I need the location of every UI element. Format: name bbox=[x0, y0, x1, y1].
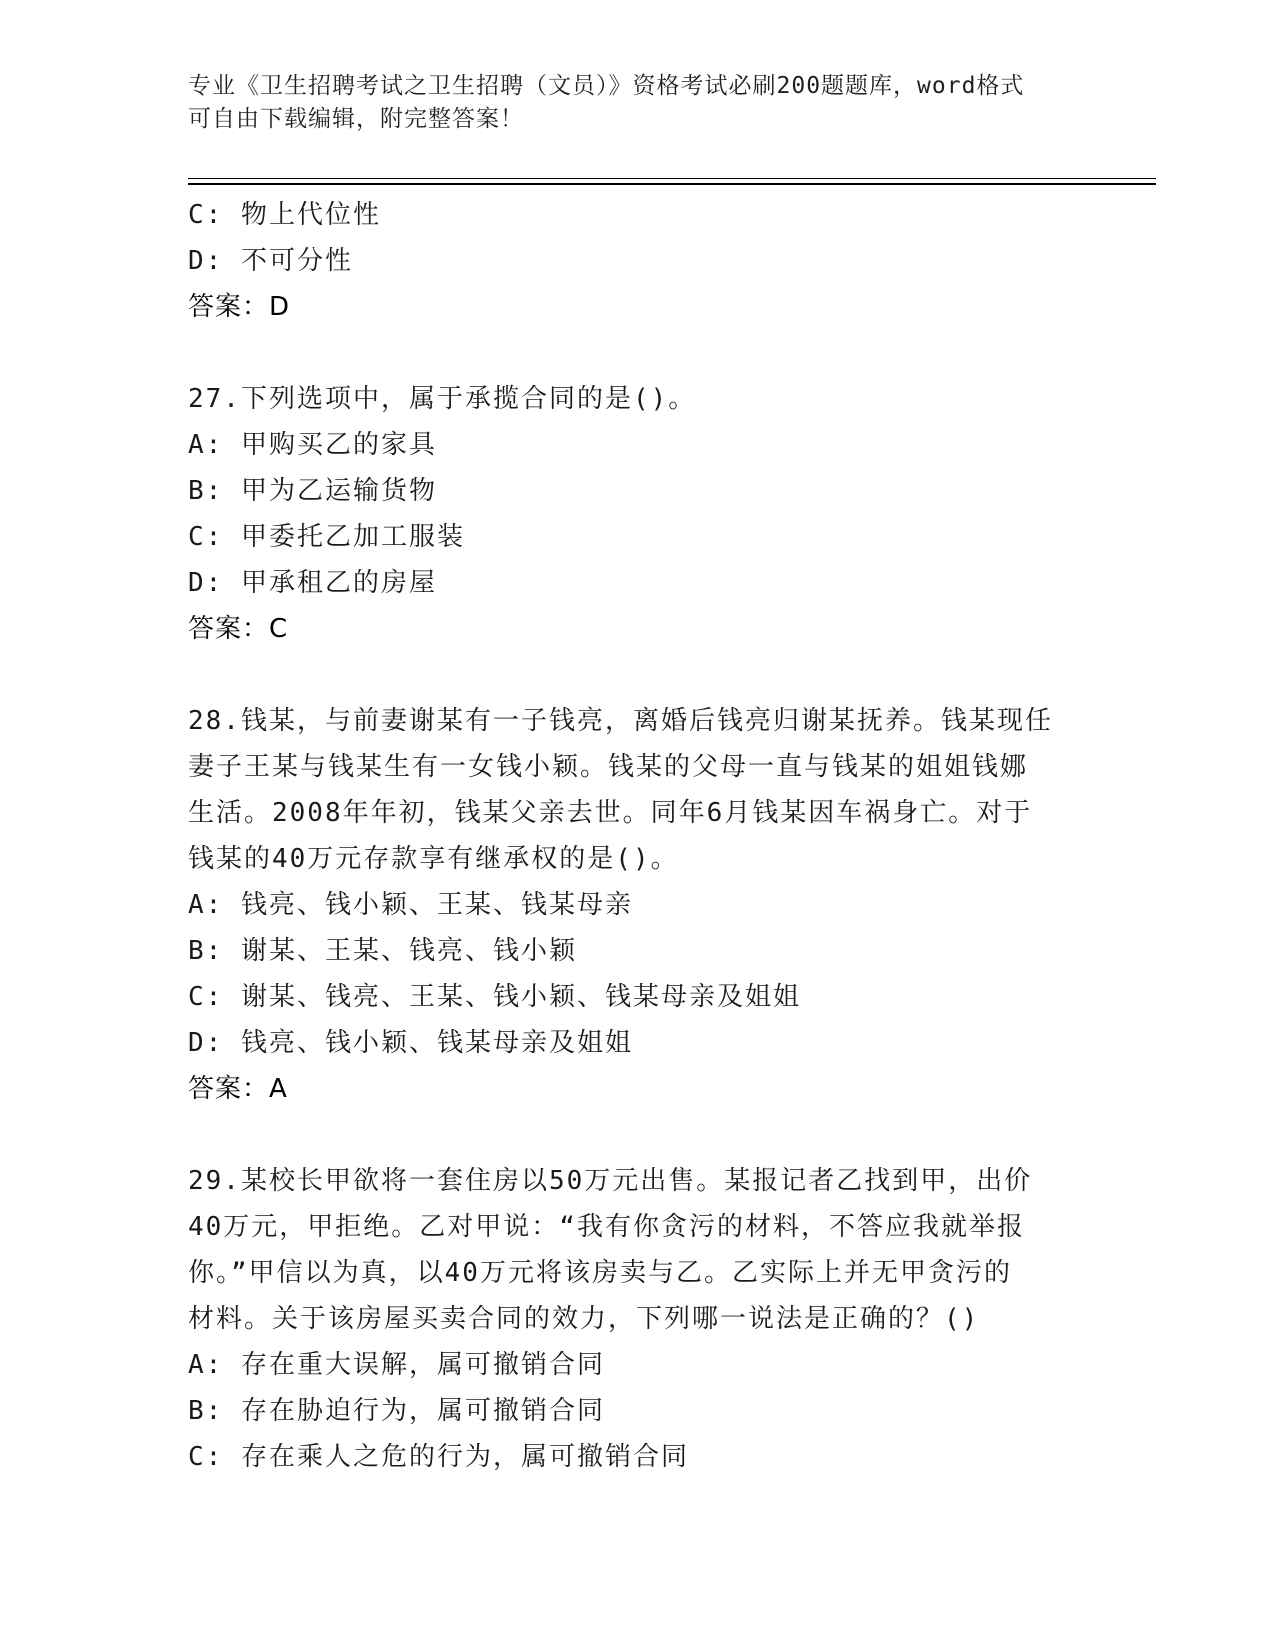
question-stem-line: 28.钱某，与前妻谢某有一子钱亮，离婚后钱亮归谢某抚养。钱某现任 bbox=[188, 706, 1053, 736]
option-c: C: 物上代位性 bbox=[188, 200, 381, 230]
question-stem-line: 钱某的40万元存款享有继承权的是()。 bbox=[188, 844, 679, 874]
question-stem-line: 29.某校长甲欲将一套住房以50万元出售。某报记者乙找到甲，出价 bbox=[188, 1166, 1033, 1196]
option-b: B: 存在胁迫行为，属可撤销合同 bbox=[188, 1396, 605, 1426]
option-c: C: 谢某、钱亮、王某、钱小颖、钱某母亲及姐姐 bbox=[188, 982, 801, 1012]
option-d: D: 不可分性 bbox=[188, 246, 353, 276]
header-rule-thin bbox=[188, 178, 1156, 179]
question-26-tail bbox=[188, 192, 1078, 330]
header-line-1: 专业《卫生招聘考试之卫生招聘（文员）》资格考试必刷200题题库，word格式 bbox=[188, 73, 1025, 99]
question-stem: 27.下列选项中，属于承揽合同的是()。 bbox=[188, 384, 697, 414]
spacer bbox=[188, 652, 1078, 698]
answer-line: 答案：D bbox=[188, 292, 291, 322]
question-stem-line: 妻子王某与钱某生有一女钱小颖。钱某的父母一直与钱某的姐姐钱娜 bbox=[188, 752, 1029, 782]
header-line-2: 可自由下载编辑，附完整答案！ bbox=[188, 106, 524, 132]
option-c: C: 甲委托乙加工服装 bbox=[188, 522, 465, 552]
question-27 bbox=[188, 376, 1078, 652]
option-d: D: 甲承租乙的房屋 bbox=[188, 568, 437, 598]
option-a: A: 钱亮、钱小颖、王某、钱某母亲 bbox=[188, 890, 633, 920]
question-stem-line: 生活。2008年年初，钱某父亲去世。同年6月钱某因车祸身亡。对于 bbox=[188, 798, 1033, 828]
option-a: A: 存在重大误解，属可撤销合同 bbox=[188, 1350, 605, 1380]
option-a: A: 甲购买乙的家具 bbox=[188, 430, 437, 460]
question-stem-line: 40万元，甲拒绝。乙对甲说：“我有你贪污的材料，不答应我就举报 bbox=[188, 1212, 1025, 1242]
question-stem-line: 你。”甲信以为真，以40万元将该房卖与乙。乙实际上并无甲贪污的 bbox=[188, 1258, 1012, 1288]
document-header bbox=[188, 70, 1088, 136]
spacer bbox=[188, 330, 1078, 376]
answer-line: 答案：A bbox=[188, 1074, 288, 1104]
header-rule-thick bbox=[188, 183, 1156, 185]
answer-line: 答案：C bbox=[188, 614, 289, 644]
option-c: C: 存在乘人之危的行为，属可撤销合同 bbox=[188, 1442, 689, 1472]
question-29 bbox=[188, 1158, 1078, 1480]
option-b: B: 谢某、王某、钱亮、钱小颖 bbox=[188, 936, 577, 966]
option-b: B: 甲为乙运输货物 bbox=[188, 476, 437, 506]
spacer bbox=[188, 1112, 1078, 1158]
document-body bbox=[188, 192, 1078, 1480]
option-d: D: 钱亮、钱小颖、钱某母亲及姐姐 bbox=[188, 1028, 633, 1058]
question-28 bbox=[188, 698, 1078, 1112]
question-stem-line: 材料。关于该房屋买卖合同的效力，下列哪一说法是正确的？() bbox=[188, 1304, 980, 1334]
